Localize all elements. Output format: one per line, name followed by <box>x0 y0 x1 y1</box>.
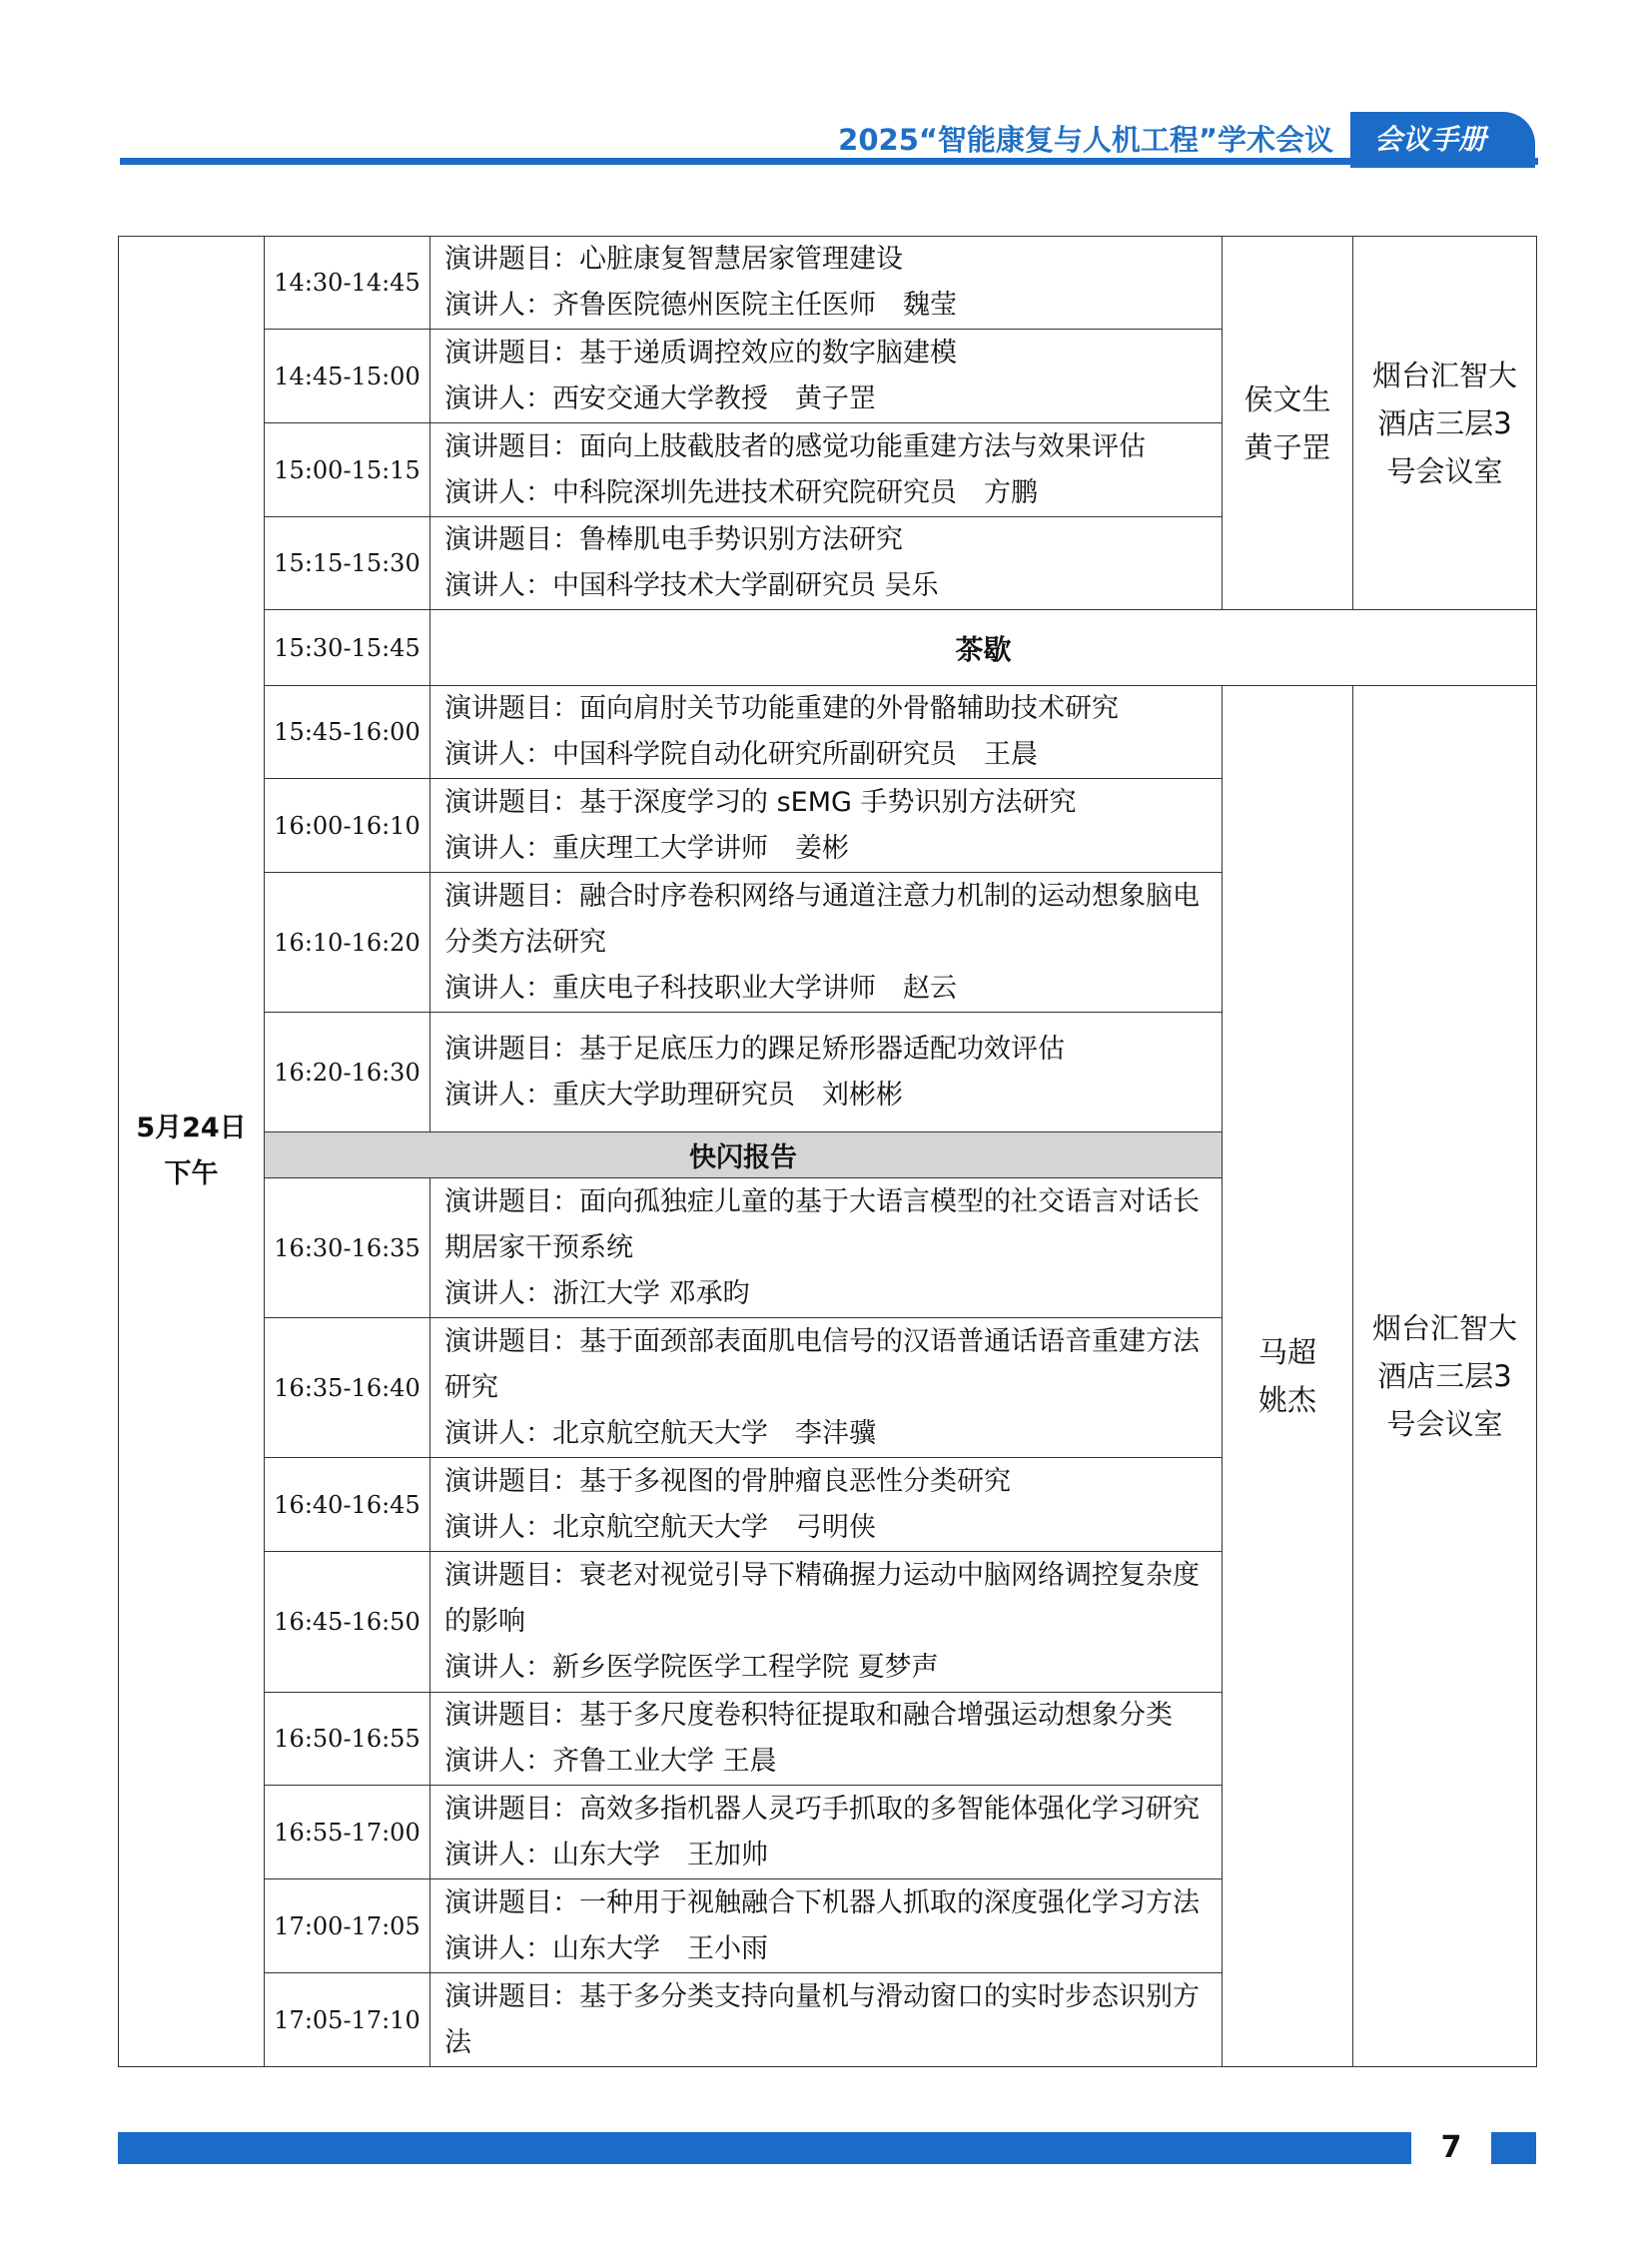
talk-speaker: 演讲人：重庆大学助理研究员 刘彬彬 <box>444 1079 903 1111</box>
venue-label: 烟台汇智大酒店三层3号会议室 <box>1371 1311 1517 1441</box>
talk-cell <box>430 1786 1223 1879</box>
talk-speaker: 演讲人：浙江大学 邓承昀 <box>444 1277 750 1309</box>
time-cell: 16:20-16:30 <box>265 1013 430 1132</box>
time-cell: 15:15-15:30 <box>265 517 430 610</box>
date-cell <box>119 237 265 2067</box>
talk-cell <box>430 1693 1223 1786</box>
time-cell: 16:55-17:00 <box>265 1786 430 1879</box>
talk-cell <box>430 686 1223 779</box>
talk-cell <box>430 1318 1223 1458</box>
talk-cell <box>430 1973 1223 2067</box>
talk-speaker: 演讲人：重庆电子科技职业大学讲师 赵云 <box>444 972 957 1004</box>
talk-cell <box>430 1458 1223 1552</box>
talk-speaker: 演讲人：山东大学 王加帅 <box>444 1839 768 1870</box>
talk-speaker: 演讲人：中国科学技术大学副研究员 吴乐 <box>444 570 939 601</box>
talk-title: 演讲题目：一种用于视触融合下机器人抓取的深度强化学习方法 <box>444 1886 1200 1918</box>
talk-cell <box>430 779 1223 873</box>
talk-title: 演讲题目：面向肩肘关节功能重建的外骨骼辅助技术研究 <box>444 693 1119 724</box>
talk-title: 演讲题目：基于面颈部表面肌电信号的汉语普通话语音重建方法研究 <box>444 1325 1200 1403</box>
page-number: 7 <box>1440 2130 1462 2165</box>
talk-cell <box>430 330 1223 423</box>
talk-title: 演讲题目：基于深度学习的 sEMG 手势识别方法研究 <box>444 786 1077 818</box>
time-cell: 16:00-16:10 <box>265 779 430 873</box>
table-row <box>119 610 1537 686</box>
talk-title: 演讲题目：心脏康复智慧居家管理建设 <box>444 244 903 275</box>
talk-cell <box>430 517 1223 610</box>
chair-cell <box>1223 237 1353 610</box>
talk-cell <box>430 873 1223 1013</box>
time-cell: 15:45-16:00 <box>265 686 430 779</box>
talk-speaker: 演讲人：西安交通大学教授 黄子罡 <box>444 382 876 414</box>
handbook-tab-label: 会议手册 <box>1373 123 1486 156</box>
talk-title: 演讲题目：基于多尺度卷积特征提取和融合增强运动想象分类 <box>444 1700 1173 1731</box>
talk-title: 演讲题目：鲁棒肌电手势识别方法研究 <box>444 524 903 555</box>
talk-speaker: 演讲人：齐鲁工业大学 王晨 <box>444 1746 777 1777</box>
talk-speaker: 演讲人：北京航空航天大学 李沣骥 <box>444 1417 876 1449</box>
time-cell: 14:45-15:00 <box>265 330 430 423</box>
header-rule <box>120 158 1538 165</box>
talk-title: 演讲题目：基于足底压力的踝足矫形器适配功效评估 <box>444 1033 1065 1065</box>
schedule-table <box>118 236 1537 2067</box>
flash-report-label: 快闪报告 <box>265 1132 1223 1178</box>
period-label: 下午 <box>164 1158 219 1189</box>
time-cell: 17:05-17:10 <box>265 1973 430 2067</box>
talk-speaker: 演讲人：齐鲁医院德州医院主任医师 魏莹 <box>444 290 957 321</box>
talk-cell <box>430 423 1223 517</box>
time-cell: 16:30-16:35 <box>265 1178 430 1318</box>
talk-title: 演讲题目：基于多分类支持向量机与滑动窗口的实时步态识别方法 <box>444 1980 1200 2058</box>
talk-title: 演讲题目：高效多指机器人灵巧手抓取的多智能体强化学习研究 <box>444 1793 1200 1825</box>
time-cell: 16:10-16:20 <box>265 873 430 1013</box>
chair-name: 姚杰 <box>1257 1383 1316 1417</box>
tea-break-label: 茶歇 <box>430 610 1537 686</box>
talk-title: 演讲题目：融合时序卷积网络与通道注意力机制的运动想象脑电分类方法研究 <box>444 880 1200 958</box>
time-cell: 15:30-15:45 <box>265 610 430 686</box>
talk-title: 演讲题目：基于多视图的骨肿瘤良恶性分类研究 <box>444 1465 1011 1497</box>
talk-speaker: 演讲人：北京航空航天大学 弓明侠 <box>444 1511 876 1543</box>
chair-name: 侯文生 <box>1243 381 1331 416</box>
talk-title: 演讲题目：基于递质调控效应的数字脑建模 <box>444 337 957 369</box>
chair-cell <box>1223 686 1353 2067</box>
time-cell: 14:30-14:45 <box>265 237 430 330</box>
time-cell: 17:00-17:05 <box>265 1879 430 1973</box>
talk-title: 演讲题目：面向上肢截肢者的感觉功能重建方法与效果评估 <box>444 430 1146 462</box>
talk-title: 演讲题目：衰老对视觉引导下精确握力运动中脑网络调控复杂度的影响 <box>444 1560 1200 1637</box>
talk-cell <box>430 1552 1223 1693</box>
talk-speaker: 演讲人：山东大学 王小雨 <box>444 1932 768 1964</box>
talk-speaker: 演讲人：新乡医学院医学工程学院 夏梦声 <box>444 1652 939 1683</box>
time-cell: 16:35-16:40 <box>265 1318 430 1458</box>
table-row <box>119 237 1537 330</box>
talk-cell <box>430 237 1223 330</box>
talk-speaker: 演讲人：中国科学院自动化研究所副研究员 王晨 <box>444 739 1038 770</box>
venue-label: 烟台汇智大酒店三层3号会议室 <box>1371 358 1517 488</box>
table-row <box>119 686 1537 779</box>
time-cell: 16:40-16:45 <box>265 1458 430 1552</box>
venue-cell <box>1353 686 1537 2067</box>
conference-title: 2025“智能康复与人机工程”学术会议 <box>838 123 1333 157</box>
talk-speaker: 演讲人：重庆理工大学讲师 姜彬 <box>444 832 849 864</box>
chair-name: 黄子罡 <box>1243 429 1331 464</box>
time-cell: 16:50-16:55 <box>265 1693 430 1786</box>
chair-name: 马超 <box>1257 1335 1316 1369</box>
talk-title: 演讲题目：面向孤独症儿童的基于大语言模型的社交语言对话长期居家干预系统 <box>444 1185 1200 1263</box>
talk-cell <box>430 1879 1223 1973</box>
talk-speaker: 演讲人：中科院深圳先进技术研究院研究员 方鹏 <box>444 476 1038 508</box>
talk-cell <box>430 1178 1223 1318</box>
date-label: 5月24日 <box>136 1113 247 1143</box>
talk-cell <box>430 1013 1223 1132</box>
footer-bar <box>118 2132 1411 2164</box>
time-cell: 16:45-16:50 <box>265 1552 430 1693</box>
footer-tab <box>1491 2132 1536 2164</box>
venue-cell <box>1353 237 1537 610</box>
time-cell: 15:00-15:15 <box>265 423 430 517</box>
